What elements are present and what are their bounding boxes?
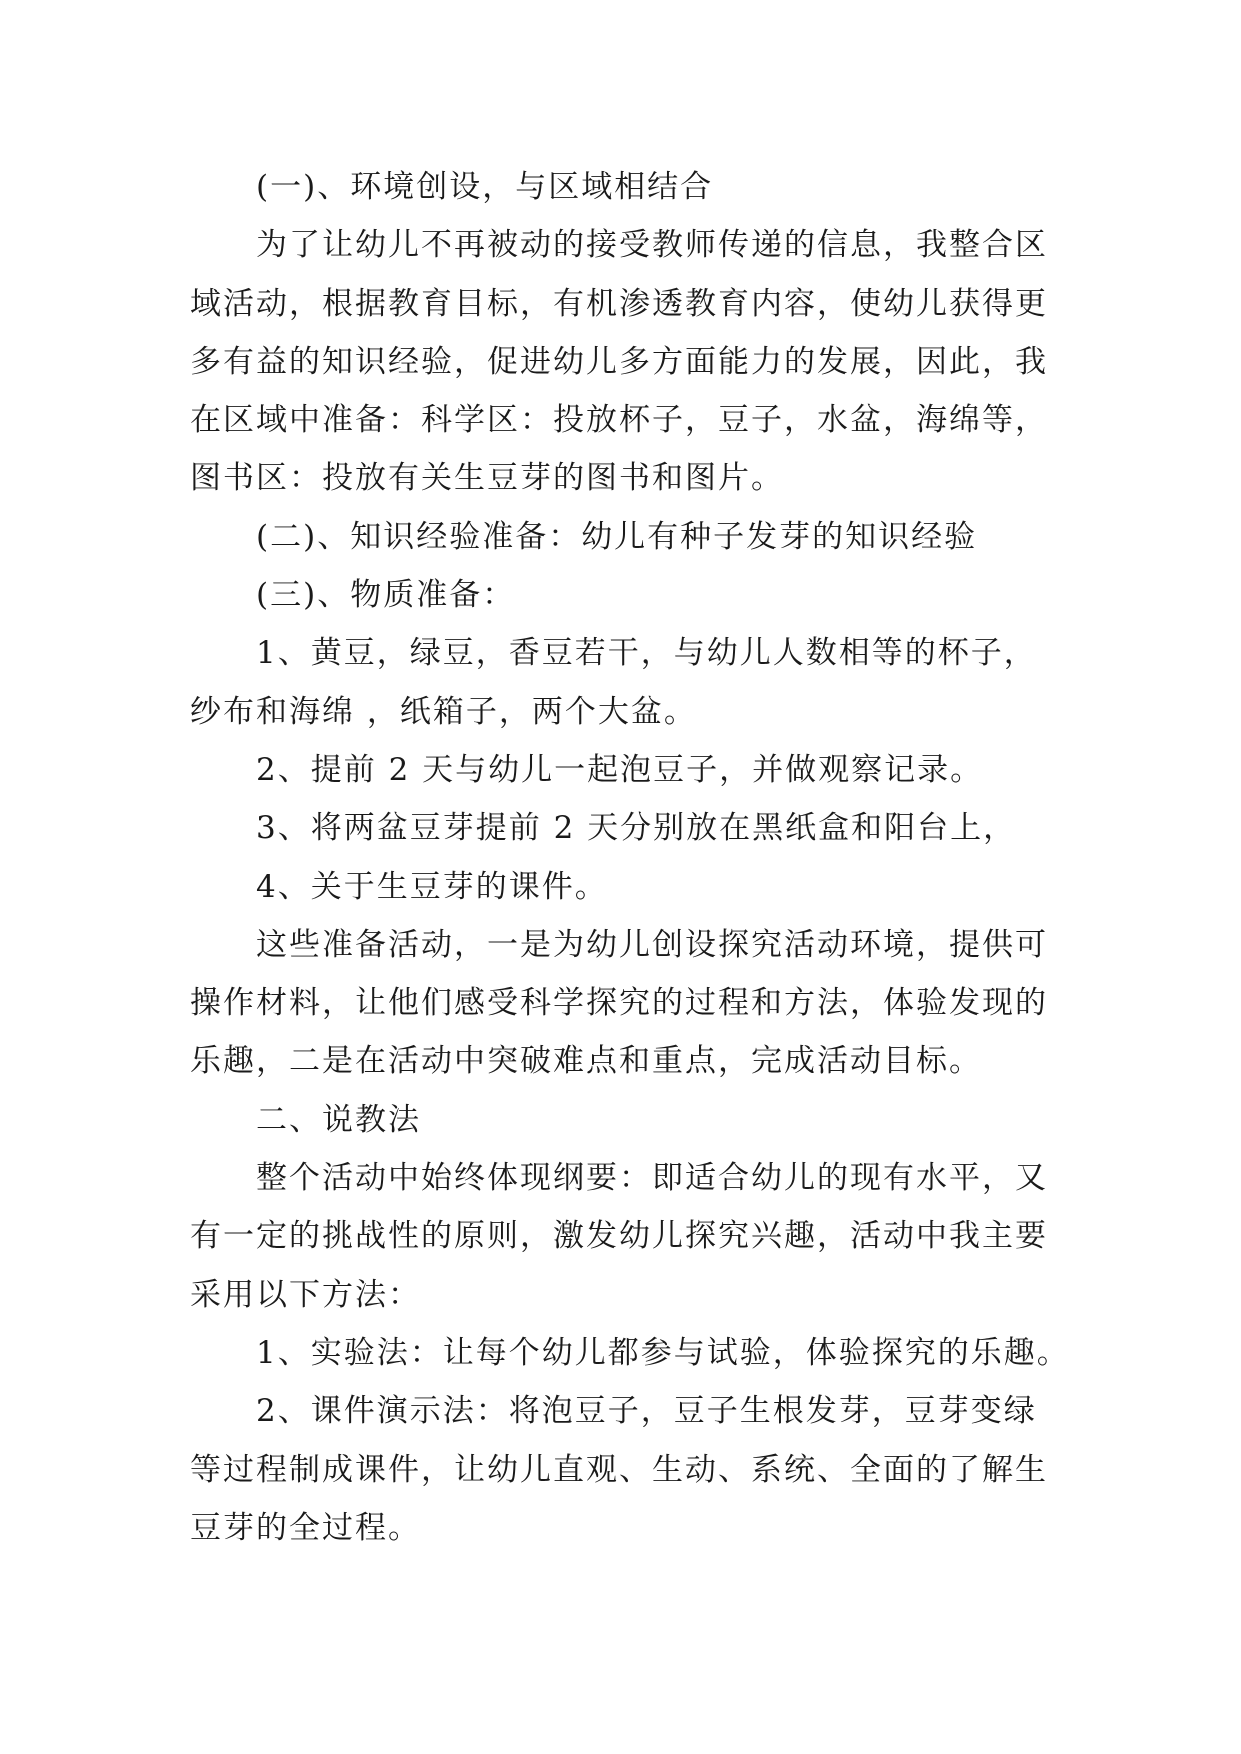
list-item-line: 豆芽的全过程。 — [190, 1509, 421, 1546]
section-heading-environment: (一)、环境创设，与区域相结合 — [256, 169, 714, 205]
list-item-line: 纱布和海绵 ，纸箱子，两个大盆。 — [190, 693, 697, 730]
paragraph-line: 采用以下方法： — [190, 1276, 421, 1313]
list-item-line: 3、将两盆豆芽提前 2 天分别放在黑纸盒和阳台上， — [256, 810, 1017, 847]
list-item-line: 1、实验法：让每个幼儿都参与试验，体验探究的乐趣。 — [256, 1334, 1070, 1371]
paragraph-line: 这些准备活动，一是为幼儿创设探究活动环境，提供可 — [256, 926, 1048, 963]
paragraph-line: 乐趣，二是在活动中突破难点和重点，完成活动目标。 — [190, 1043, 982, 1080]
list-item-line: 4、关于生豆芽的课件。 — [256, 868, 608, 905]
section-heading-teaching-methods: 二、说教法 — [256, 1101, 421, 1138]
list-item-line: 等过程制成课件，让幼儿直观、生动、系统、全面的了解生 — [190, 1451, 1048, 1488]
paragraph-line: 域活动，根据教育目标，有机渗透教育内容，使幼儿获得更 — [190, 285, 1048, 322]
list-item-line: 1、黄豆，绿豆，香豆若干，与幼儿人数相等的杯子， — [256, 635, 1037, 672]
paragraph-line: 操作材料，让他们感受科学探究的过程和方法，体验发现的 — [190, 985, 1048, 1022]
paragraph-line: 为了让幼儿不再被动的接受教师传递的信息，我整合区 — [256, 227, 1048, 264]
list-item-line: 2、提前 2 天与幼儿一起泡豆子，并做观察记录。 — [256, 751, 984, 788]
paragraph-line: 有一定的挑战性的原则，激发幼儿探究兴趣，活动中我主要 — [190, 1218, 1048, 1255]
list-item-line: 2、课件演示法：将泡豆子，豆子生根发芽，豆芽变绿 — [256, 1393, 1037, 1430]
paragraph-line: 整个活动中始终体现纲要：即适合幼儿的现有水平，又 — [256, 1160, 1048, 1197]
document-body — [190, 158, 1070, 1557]
paragraph-line: 在区域中准备：科学区：投放杯子，豆子，水盆，海绵等， — [190, 402, 1048, 439]
paragraph-line: 图书区：投放有关生豆芽的图书和图片。 — [190, 460, 784, 497]
section-heading-knowledge: (二)、知识经验准备：幼儿有种子发芽的知识经验 — [256, 518, 978, 555]
section-heading-materials: (三)、物质准备： — [256, 577, 516, 614]
paragraph-line: 多有益的知识经验，促进幼儿多方面能力的发展，因此，我 — [190, 343, 1048, 380]
